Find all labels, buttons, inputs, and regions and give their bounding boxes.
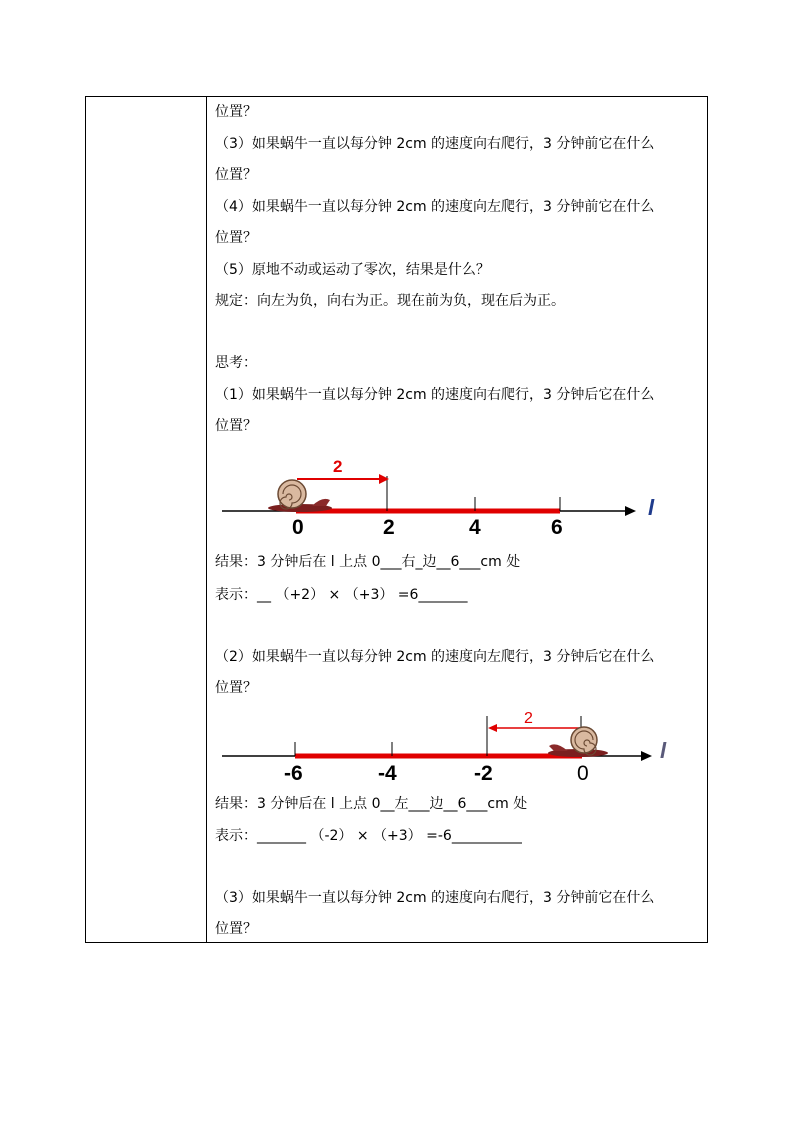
text-line: 位置？: [215, 921, 257, 937]
text-line: （5）原地不动或运动了零次，结果是什么？: [215, 262, 490, 278]
tick-label: 2: [383, 516, 395, 539]
text-line: 位置？: [215, 418, 257, 434]
axis-label: l: [648, 495, 655, 520]
axis-arrowhead: [625, 506, 636, 516]
text-line: 结果：3 分钟后在 l 上点 0__左___边__6___cm 处: [215, 796, 528, 812]
text-line: 位置？: [215, 680, 257, 696]
text-line: （3）如果蜗牛一直以每分钟 2cm 的速度向右爬行，3 分钟前它在什么: [215, 136, 655, 152]
tick-label: 0: [577, 762, 589, 785]
snail-icon: [548, 727, 608, 757]
axis-label: l: [660, 738, 667, 763]
tick-label: -6: [284, 762, 303, 785]
text-line: 结果：3 分钟后在 l 上点 0___右_边__6___cm 处: [215, 554, 521, 570]
text-line: 表示：_______ （-2） × （+3） =-6__________: [215, 828, 522, 844]
step-arrowhead: [488, 724, 497, 732]
step-label: 2: [524, 710, 533, 727]
text-line: （4）如果蜗牛一直以每分钟 2cm 的速度向左爬行，3 分钟前它在什么: [215, 199, 655, 215]
snail-icon: [268, 480, 332, 512]
text-line: 思考：: [215, 355, 257, 371]
text-line: 位置？: [215, 104, 257, 120]
text-line: 位置？: [215, 167, 257, 183]
text-line: 位置？: [215, 230, 257, 246]
text-line: （3）如果蜗牛一直以每分钟 2cm 的速度向右爬行，3 分钟前它在什么: [215, 890, 655, 906]
tick-label: 4: [469, 516, 481, 539]
step-label: 2: [333, 457, 343, 476]
tick-label: -4: [378, 762, 397, 785]
text-line: 表示：__ （+2） × （+3） =6_______: [215, 587, 468, 603]
axis-arrowhead: [641, 751, 652, 761]
text-line: （2）如果蜗牛一直以每分钟 2cm 的速度向左爬行，3 分钟后它在什么: [215, 649, 655, 665]
text-line: 规定：向左为负，向右为正。现在前为负，现在后为正。: [215, 293, 565, 309]
tick-label: -2: [474, 762, 493, 785]
tick-label: 0: [292, 516, 304, 539]
tick-label: 6: [551, 516, 563, 539]
text-line: （1）如果蜗牛一直以每分钟 2cm 的速度向右爬行，3 分钟后它在什么: [215, 387, 655, 403]
